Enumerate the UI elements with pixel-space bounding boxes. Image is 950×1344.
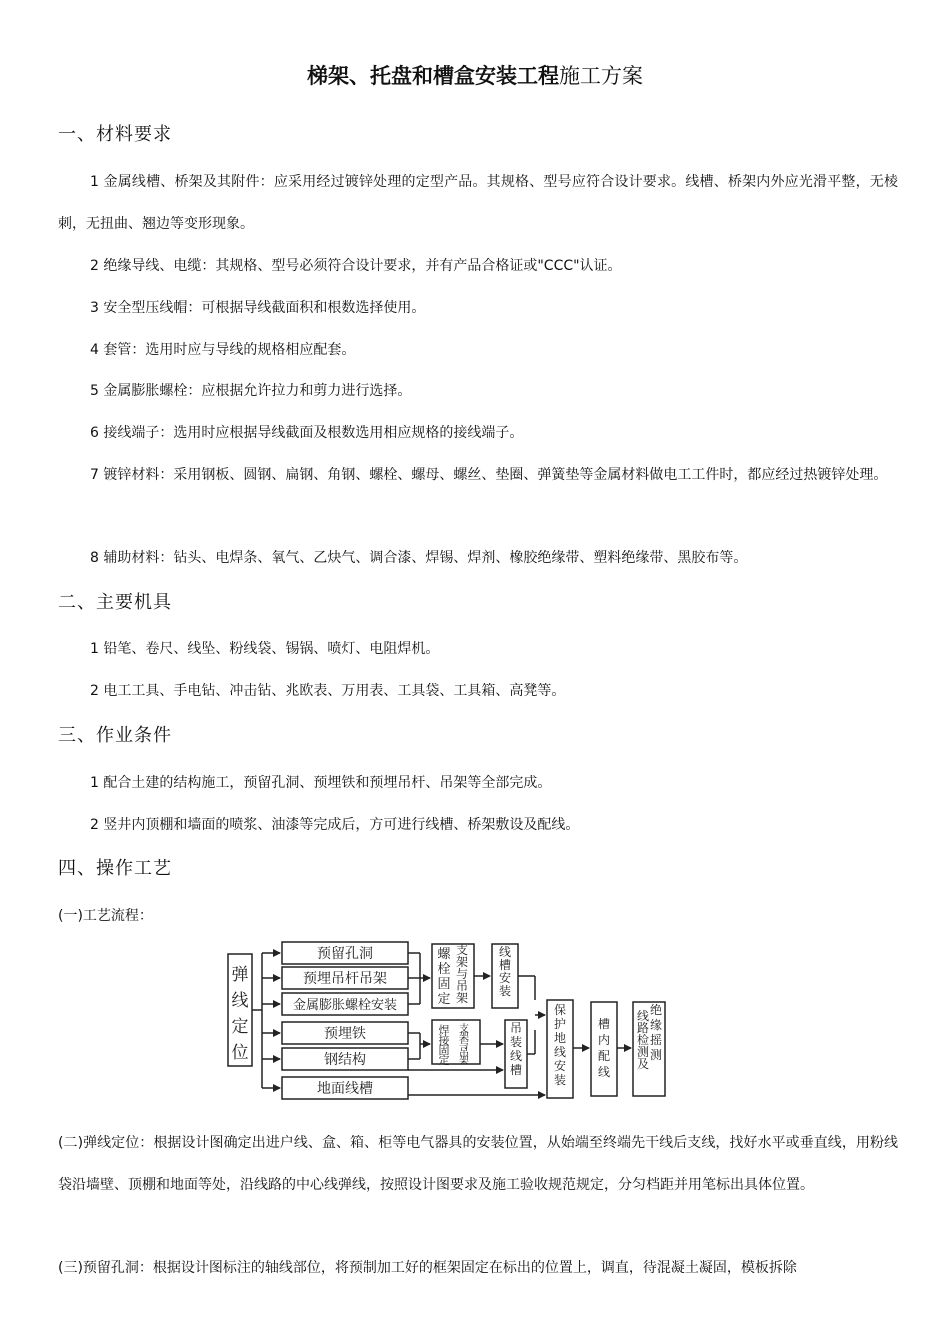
flow-wiring-label: 内 — [597, 1033, 611, 1047]
flow-start-label: 线 — [231, 991, 249, 1011]
flow-lower-fix-label: 吊 — [459, 1048, 469, 1059]
flow-upper-fix-label: 栓 — [437, 962, 451, 977]
flow-start-label: 定 — [231, 1017, 249, 1037]
flow-wiring-label: 线 — [597, 1065, 611, 1079]
flow-protect-label: 地 — [553, 1031, 567, 1045]
flow-lower-fix-label: 支 — [459, 1024, 469, 1035]
flow-start-label: 弹 — [231, 965, 249, 985]
material-item: 4 套管：选用时应与导线的规格相应配套。 — [90, 342, 356, 358]
flow-lower-fix-label: 架 — [459, 1032, 469, 1043]
flow-lower-install-label: 槽 — [509, 1063, 523, 1077]
flow-start-label: 位 — [231, 1043, 249, 1063]
flow-upper-fix-label: 架 — [455, 991, 469, 1005]
flow-input-label: 预埋吊杆吊架 — [303, 971, 387, 987]
flow-upper-install-label: 槽 — [498, 958, 512, 972]
material-item: 2 绝缘导线、电缆：其规格、型号必须符合设计要求，并有产品合格证或"CCC"认证。 — [90, 258, 622, 274]
flow-lower-fix-label: 定 — [438, 1054, 450, 1067]
flow-input-label: 预留孔洞 — [317, 946, 373, 962]
section-heading-process: 四、操作工艺 — [58, 858, 172, 879]
title-suffix: 施工方案 — [559, 64, 643, 88]
step-2-paragraph: (二)弹线定位：根据设计图确定出进户线、盒、箱、柜等电气器具的安装位置，从始端至终端先干线后支线，找好水平或垂直线，用粉线袋沿墙壁、顶棚和地面等处，沿线路的中心线弹线，按照设计图要求及施工验收规范规定，分匀档距并用笔标出具体位置。 — [58, 1135, 898, 1193]
document-title — [0, 60, 950, 90]
flow-upper-install-label: 装 — [498, 984, 512, 998]
flow-upper-install-label: 线 — [498, 945, 512, 959]
flow-upper-fix-label: 吊 — [455, 979, 469, 993]
section-heading-materials: 一、材料要求 — [58, 124, 172, 145]
tool-item: 2 电工工具、手电钻、冲击钻、兆欧表、万用表、工具袋、工具箱、高凳等。 — [90, 683, 566, 699]
section-heading-conditions: 三、作业条件 — [58, 725, 172, 746]
flow-input-label: 金属膨胀螺栓安装 — [292, 998, 398, 1013]
flow-test-label: 缘 — [649, 1018, 663, 1032]
flow-upper-fix-label: 架 — [455, 955, 469, 969]
material-item: 1 金属线槽、桥架及其附件：应采用经过镀锌处理的定型产品。其规格、型号应符合设计要求。线槽、桥架内外应光滑平整，无棱刺，无扭曲、翘边等变形现象。 — [58, 174, 898, 232]
flow-test-label: 测 — [649, 1048, 663, 1062]
material-item: 3 安全型压线帽：可根据导线截面积和根数选择使用。 — [90, 300, 426, 316]
flow-protect-label: 装 — [553, 1073, 567, 1087]
flow-lower-install-label: 线 — [509, 1049, 523, 1063]
flow-lower-fix-label: 固 — [438, 1044, 450, 1057]
step-3-paragraph: (三)预留孔洞：根据设计图标注的轴线部位，将预制加工好的框架固定在标出的位置上，调直，待混凝土凝固，模板拆除 — [58, 1260, 797, 1276]
flow-test-label: 测 — [636, 1045, 650, 1059]
flow-lower-fix-label: 焊 — [438, 1024, 450, 1037]
material-item: 5 金属膨胀螺栓：应根据允许拉力和剪力进行选择。 — [90, 383, 412, 399]
flow-upper-install-label: 安 — [498, 971, 512, 985]
flow-test-label: 摇 — [649, 1033, 663, 1047]
flow-upper-fix-label: 与 — [455, 967, 469, 981]
flow-lower-fix-label: 架 — [459, 1056, 469, 1067]
flow-upper-fix-label: 支 — [455, 943, 469, 957]
flow-test-label: 及 — [636, 1057, 650, 1071]
flow-wiring-label: 槽 — [597, 1017, 611, 1031]
material-item: 7 镀锌材料：采用钢板、圆钢、扁钢、角钢、螺栓、螺母、螺丝、垫圈、弹簧垫等金属材料做电工工件时，都应经过热镀锌处理。 — [90, 467, 888, 483]
flow-lower-install-label: 吊 — [509, 1021, 523, 1035]
flow-protect-label: 护 — [553, 1017, 567, 1031]
flow-input-label: 钢结构 — [324, 1052, 366, 1068]
flow-label: (一)工艺流程： — [58, 908, 153, 924]
condition-item: 2 竖井内顶棚和墙面的喷浆、油漆等完成后，方可进行线槽、桥架敷设及配线。 — [90, 817, 580, 833]
flow-protect-label: 安 — [553, 1059, 567, 1073]
material-item: 8 辅助材料：钻头、电焊条、氧气、乙炔气、调合漆、焊锡、焊剂、橡胶绝缘带、塑料绝缘带、黑胶布等。 — [90, 550, 748, 566]
tool-item: 1 铅笔、卷尺、线坠、粉线袋、锡锅、喷灯、电阻焊机。 — [90, 641, 440, 657]
process-flowchart — [225, 940, 675, 1108]
flow-lower-fix-label: 接 — [438, 1034, 450, 1047]
flow-input-label: 地面线槽 — [317, 1081, 373, 1097]
section-heading-tools: 二、主要机具 — [58, 592, 172, 613]
material-item: 6 接线端子：选用时应根据导线截面及根数选用相应规格的接线端子。 — [90, 425, 524, 441]
flow-wiring-label: 配 — [597, 1049, 611, 1063]
flow-test-label: 路 — [636, 1021, 650, 1035]
flow-input-label: 预埋铁 — [324, 1026, 366, 1042]
flow-test-label: 检 — [636, 1033, 650, 1047]
flow-lower-fix-label: 与 — [459, 1040, 469, 1051]
flow-test-label: 绝 — [649, 1003, 663, 1017]
flow-upper-fix-label: 定 — [437, 992, 451, 1007]
condition-item: 1 配合土建的结构施工，预留孔洞、预埋铁和预埋吊杆、吊架等全部完成。 — [90, 775, 552, 791]
flow-test-label: 线 — [636, 1009, 650, 1023]
flow-lower-install-label: 装 — [509, 1035, 523, 1049]
flow-protect-label: 保 — [553, 1003, 567, 1017]
flow-protect-label: 线 — [553, 1045, 567, 1059]
flow-upper-fix-label: 固 — [437, 977, 451, 992]
flow-upper-fix-label: 螺 — [437, 947, 451, 962]
title-main: 梯架、托盘和槽盒安装工程 — [307, 64, 559, 88]
